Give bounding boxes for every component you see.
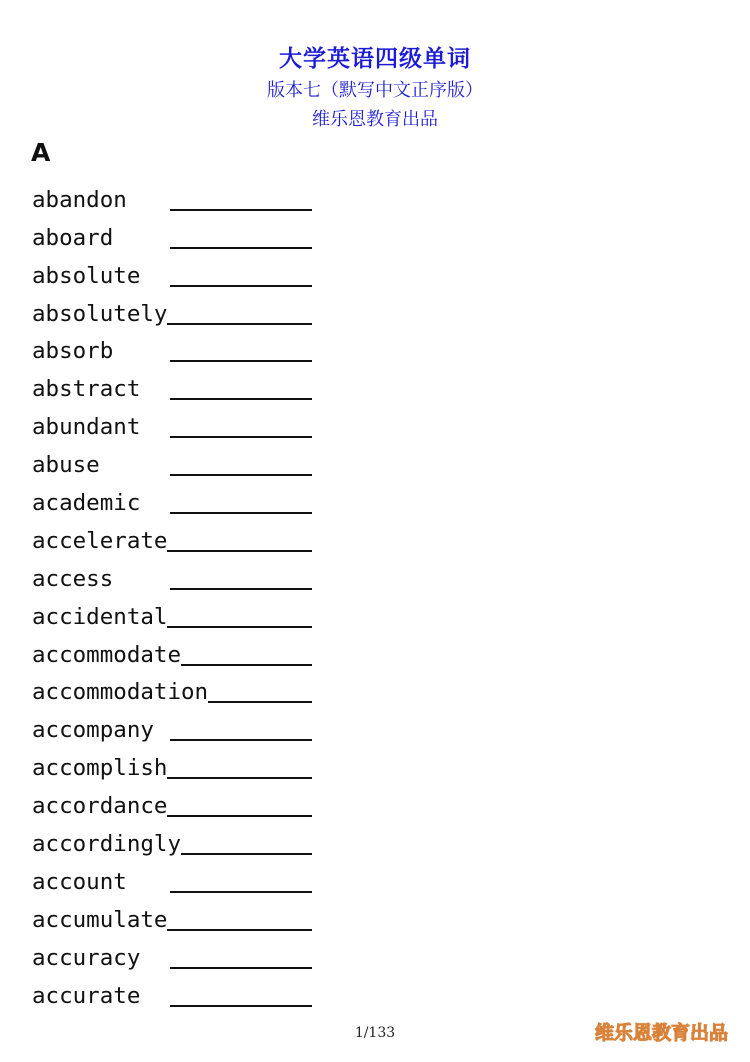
answer-blank-line bbox=[167, 303, 312, 325]
answer-blank-line bbox=[181, 644, 312, 666]
vocabulary-word: access bbox=[32, 565, 114, 592]
vocabulary-row bbox=[32, 632, 312, 670]
vocabulary-word: accompany bbox=[32, 717, 154, 744]
answer-blank-line bbox=[170, 416, 312, 438]
document-subtitle: 版本七（默写中文正序版） bbox=[267, 80, 483, 101]
section-letter-heading: A bbox=[31, 138, 51, 167]
vocabulary-word: aboard bbox=[32, 224, 114, 251]
answer-blank-line bbox=[170, 227, 312, 249]
vocabulary-row bbox=[32, 480, 312, 518]
vocabulary-row bbox=[32, 215, 312, 253]
answer-blank-line bbox=[170, 568, 312, 590]
vocabulary-row bbox=[32, 518, 312, 556]
vocabulary-word: accurate bbox=[32, 982, 141, 1009]
answer-blank-line bbox=[170, 492, 312, 514]
vocabulary-row bbox=[32, 821, 312, 859]
vocabulary-word: accumulate bbox=[32, 906, 168, 933]
vocabulary-row bbox=[32, 291, 312, 329]
answer-blank-line bbox=[170, 947, 312, 969]
vocabulary-row bbox=[32, 859, 312, 897]
vocabulary-row bbox=[32, 745, 312, 783]
publisher-watermark: 维乐恩教育出品 bbox=[594, 1022, 728, 1044]
vocabulary-row bbox=[32, 253, 312, 291]
answer-blank-line bbox=[170, 985, 312, 1007]
vocabulary-row bbox=[32, 442, 312, 480]
document-title: 大学英语四级单词 bbox=[279, 46, 471, 72]
vocabulary-word: absolute bbox=[32, 262, 141, 289]
vocabulary-row bbox=[32, 973, 312, 1011]
vocabulary-word: abuse bbox=[32, 452, 100, 479]
answer-blank-line bbox=[167, 606, 312, 628]
answer-blank-line bbox=[170, 378, 312, 400]
vocabulary-word: accordingly bbox=[32, 831, 182, 858]
vocabulary-row bbox=[32, 594, 312, 632]
vocabulary-word: accommodate bbox=[32, 641, 182, 668]
vocabulary-list bbox=[32, 177, 312, 1011]
vocabulary-row bbox=[32, 404, 312, 442]
vocabulary-row bbox=[32, 177, 312, 215]
answer-blank-line bbox=[167, 795, 312, 817]
vocabulary-word: absorb bbox=[32, 338, 114, 365]
answer-blank-line bbox=[167, 530, 312, 552]
vocabulary-word: abandon bbox=[32, 186, 127, 213]
vocabulary-row bbox=[32, 366, 312, 404]
vocabulary-row bbox=[32, 707, 312, 745]
answer-blank-line bbox=[170, 454, 312, 476]
vocabulary-row bbox=[32, 329, 312, 367]
vocabulary-word: accommodation bbox=[32, 679, 209, 706]
page-number: 1/133 bbox=[354, 1025, 396, 1041]
answer-blank-line bbox=[170, 189, 312, 211]
vocabulary-word: academic bbox=[32, 490, 141, 517]
answer-blank-line bbox=[170, 265, 312, 287]
answer-blank-line bbox=[170, 871, 312, 893]
answer-blank-line bbox=[167, 909, 312, 931]
vocabulary-word: accomplish bbox=[32, 755, 168, 782]
answer-blank-line bbox=[181, 833, 312, 855]
vocabulary-word: abstract bbox=[32, 376, 141, 403]
vocabulary-word: accuracy bbox=[32, 944, 141, 971]
vocabulary-word: account bbox=[32, 868, 127, 895]
vocabulary-word: accidental bbox=[32, 603, 168, 630]
vocabulary-row bbox=[32, 935, 312, 973]
vocabulary-word: abundant bbox=[32, 414, 141, 441]
vocabulary-word: absolutely bbox=[32, 300, 168, 327]
vocabulary-word: accelerate bbox=[32, 527, 168, 554]
answer-blank-line bbox=[170, 719, 312, 741]
publisher-line: 维乐恩教育出品 bbox=[312, 109, 438, 130]
vocabulary-row bbox=[32, 897, 312, 935]
answer-blank-line bbox=[167, 757, 312, 779]
answer-blank-line bbox=[170, 340, 312, 362]
document-header bbox=[0, 42, 750, 134]
answer-blank-line bbox=[208, 681, 312, 703]
vocabulary-row bbox=[32, 556, 312, 594]
vocabulary-word: accordance bbox=[32, 793, 168, 820]
vocabulary-row bbox=[32, 670, 312, 708]
vocabulary-row bbox=[32, 783, 312, 821]
